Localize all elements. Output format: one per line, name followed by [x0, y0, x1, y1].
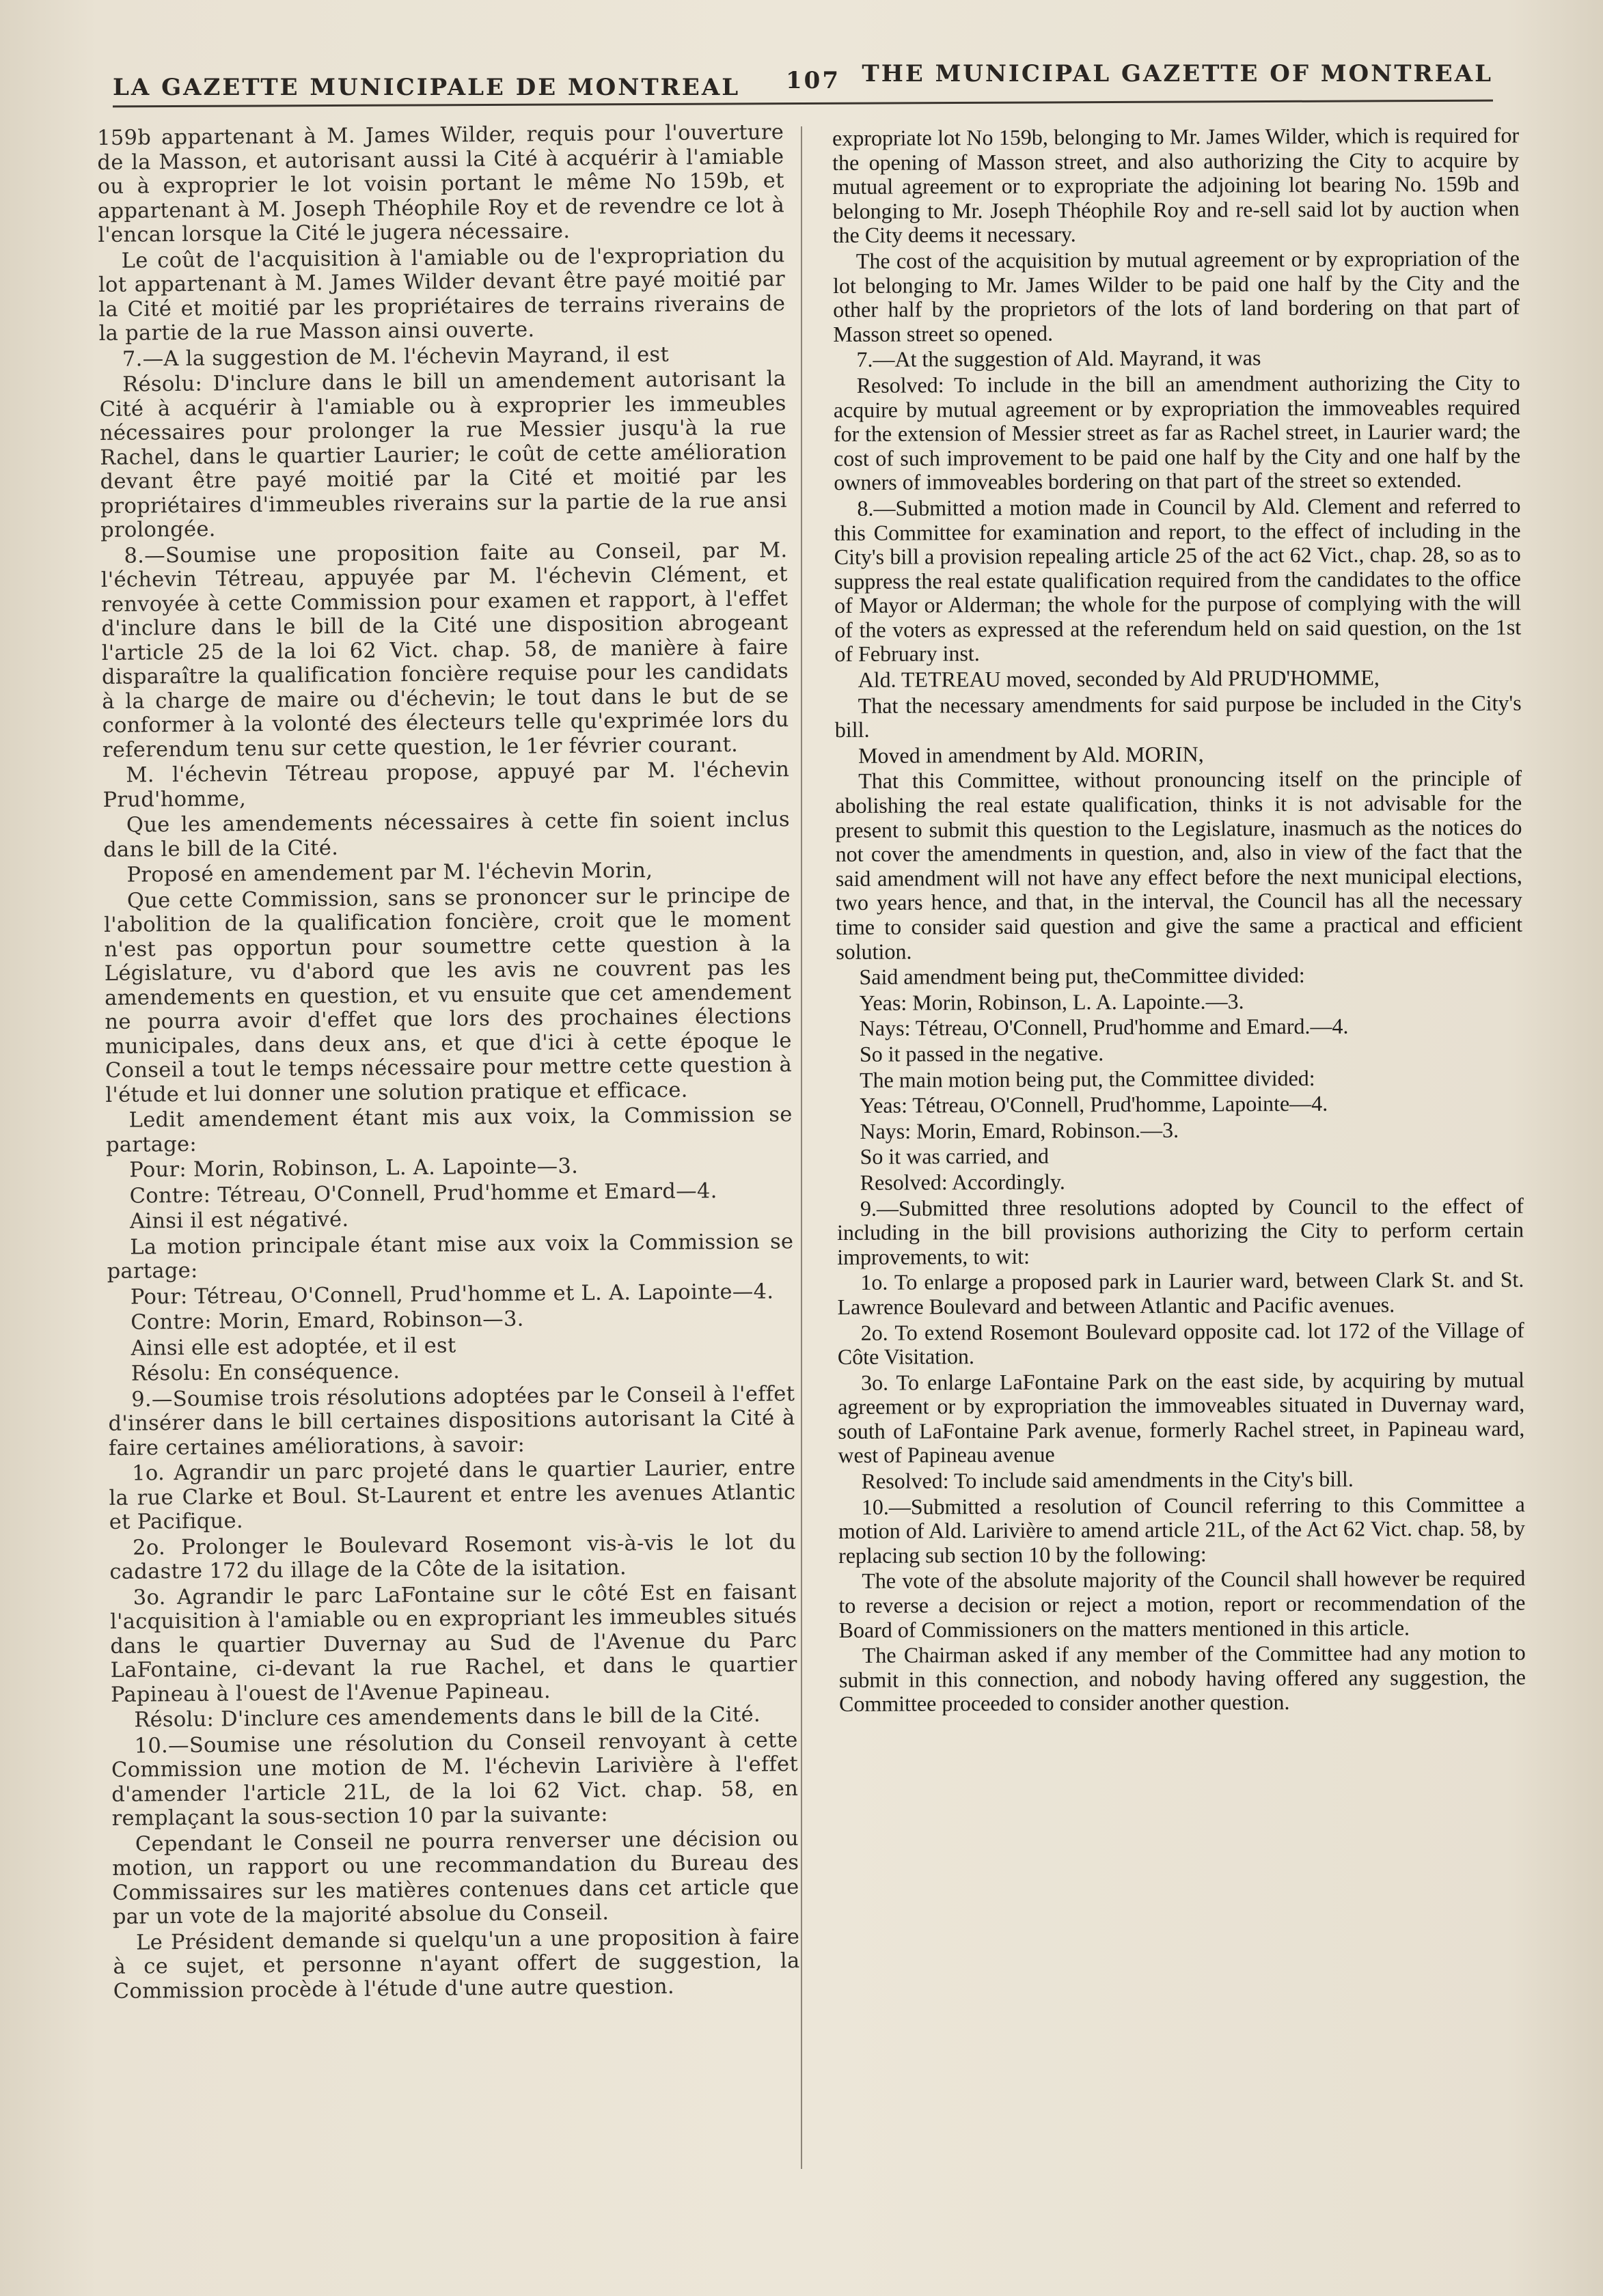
- paragraph: So it passed in the negative.: [859, 1040, 1104, 1066]
- paragraph: Pour: Morin, Robinson, L. A. Lapointe—3.: [129, 1154, 579, 1182]
- paragraph: Yeas: Morin, Robinson, L. A. Lapointe.—3.: [859, 988, 1244, 1015]
- paragraph: So it was carried, and: [860, 1143, 1050, 1170]
- paragraph: The vote of the absolute majority of the Council shall however be required to reverse a decision or reject a motion, report or recommendation of the Board of Commissioners on the matters mentioned in this article.: [838, 1566, 1526, 1642]
- paragraph: Ald. TETREAU moved, seconded by Ald PRUD'HOMME,: [858, 665, 1380, 692]
- paragraph: Nays: Morin, Emard, Robinson.—3.: [860, 1117, 1179, 1144]
- paragraph: Ainsi il est négativé.: [129, 1207, 349, 1234]
- column-divider: [801, 126, 802, 2169]
- paragraph: Que cette Commission, sans se prononcer sur le principe de l'abolition de la qualification foncière, croit que le moment n'est pas opportun pour soumettre cette question à la Législature, vu d'abord que les avis ne couvrent pas les amendements en question, et vu ensuite que cet amendement ne pourra avoir d'effet que lors des prochaines élections municipales, dans deux ans, et que d'ici à cette époque le Conseil a tout le temps nécessaire pour mettre cette question à l'étude et lui donner une solution pratique et efficace.: [104, 883, 793, 1107]
- english-column: [832, 124, 1526, 1718]
- paragraph: Resolved: Accordingly.: [860, 1169, 1065, 1195]
- paragraph: 10.—Submitted a resolution of Council referring to this Committee a motion of Ald. Larivière to amend article 21L, of the Act 62 Vict. chap. 58, by replacing sub section 10 by the following:: [838, 1491, 1526, 1568]
- paragraph: Résolu: En conséquence.: [131, 1359, 400, 1386]
- paragraph: Que les amendements nécessaires à cette fin soient inclus dans le bill de la Cité.: [103, 807, 791, 862]
- paragraph: Nays: Tétreau, O'Connell, Prud'homme and Emard.—4.: [859, 1014, 1349, 1041]
- page-number: 107: [786, 67, 840, 94]
- page-header: [113, 53, 1493, 101]
- paragraph: Yeas: Tétreau, O'Connell, Prud'homme, Lapointe—4.: [860, 1091, 1328, 1118]
- paragraph: 159b appartenant à M. James Wilder, requis pour l'ouverture de la Masson, et autorisant aussi la Cité à acquérir à l'amiable ou à exproprier le lot voisin portant le même No 159b, et appartenant à M. Joseph Théophile Roy et de revendre ce lot à l'encan lorsque la Cité le jugera nécessaire.: [97, 120, 785, 247]
- paragraph: Résolu: D'inclure dans le bill un amendement autorisant la Cité à acquérir à l'amiable ou à exproprier les immeubles nécessaires pour prolonger la rue Messier jusqu'à la rue Rachel, dans le quartier Laurier; le coût de cette amélioration devant être payé moitié par la Cité et moitié par les propriétaires d'immeubles riverains sur la partie de la rue ansi prolongée.: [99, 367, 787, 542]
- paragraph: 9.—Soumise trois résolutions adoptées par le Conseil à l'effet d'insérer dans le bill certaines dispositions autorisant la Cité à faire certaines améliorations, à savoir:: [108, 1381, 795, 1461]
- paragraph: Moved in amendment by Ald. MORIN,: [858, 741, 1204, 768]
- paragraph: Contre: Morin, Emard, Robinson—3.: [131, 1307, 524, 1335]
- french-column: [97, 120, 800, 2005]
- paragraph: Pour: Tétreau, O'Connell, Prud'homme et L. A. Lapointe—4.: [130, 1279, 774, 1310]
- paragraph: expropriate lot No 159b, belonging to Mr. James Wilder, which is required for the opening of Masson street, and also authorizing the City to acquire by mutual agreement or to expropriate the adjoining lot bearing No. 159b and belonging to Mr. Joseph Théophile Roy and re-sell said lot by auction when the City deems it necessary.: [832, 122, 1520, 248]
- paragraph: 3o. Agrandir le parc LaFontaine sur le côté Est en faisant l'acquisition à l'amiable ou en expropriant les immeubles situés dans le quartier Duvernay au Sud de l'Avenue du Parc LaFontaine, ci-devant la rue Rachel, et dans le quartier Papineau à l'ouest de l'Avenue Papineau.: [109, 1579, 797, 1707]
- paragraph: 3o. To enlarge LaFontaine Park on the east side, by acquiring by mutual agreement or by expropriation the immoveables situated in Duvernay ward, south of LaFontaine Park avenue, formerly Rachel street, in Papineau ward, west of Papineau avenue: [838, 1367, 1525, 1468]
- paragraph: Cependant le Conseil ne pourra renverser une décision ou motion, un rapport ou une recommandation du Bureau des Commissaires sur les matières contenues dans cet article que par un vote de la majorité absolue du Conseil.: [112, 1826, 799, 1929]
- paragraph: Ainsi elle est adoptée, et il est: [131, 1333, 456, 1361]
- paragraph: 7.—At the suggestion of Ald. Mayrand, it was: [856, 345, 1261, 372]
- paragraph: Le Président demande si quelqu'un a une proposition à faire à ce sujet, et personne n'ayant offert de suggestion, la Commission procède à l'étude d'une autre question.: [113, 1924, 800, 2004]
- paragraph: La motion principale étant mise aux voix la Commission se partage:: [107, 1229, 794, 1284]
- paragraph: 7.—A la suggestion de M. l'échevin Mayrand, il est: [122, 342, 670, 372]
- paragraph: 9.—Submitted three resolutions adopted by Council to the effect of including in the bill provisions authorizing the City to perform certain improvements, to wit:: [836, 1193, 1524, 1269]
- paragraph: 2o. To extend Rosemont Boulevard opposite cad. lot 172 of the Village of Côte Visitation.: [837, 1317, 1524, 1370]
- paragraph: 2o. Prolonger le Boulevard Rosemont vis-à-vis le lot du cadastre 172 du illage de la Côte de la isitation.: [109, 1530, 797, 1584]
- paragraph: Ledit amendement étant mis aux voix, la Commission se partage:: [105, 1103, 793, 1157]
- paragraph: 1o. To enlarge a proposed park in Laurier ward, between Clark St. and St. Lawrence Boulevard and between Atlantic and Pacific avenues.: [837, 1267, 1524, 1319]
- paragraph: Said amendment being put, theCommittee divided:: [859, 963, 1305, 990]
- paragraph: Résolu: D'inclure ces amendements dans le bill de la Cité.: [134, 1702, 761, 1732]
- paragraph: The Chairman asked if any member of the Committee had any motion to submit in this connection, and nobody having offered any suggestion, the Committee proceeded to consider another question.: [838, 1640, 1526, 1717]
- paragraph: 1o. Agrandir un parc projeté dans le quartier Laurier, entre la rue Clarke et Boul. St-Laurent et entre les avenues Atlantic et Pacifique.: [109, 1456, 796, 1534]
- paragraph: Proposé en amendement par M. l'échevin Morin,: [126, 858, 653, 887]
- paragraph: Le coût de l'acquisition à l'amiable ou de l'expropriation du lot appartenant à M. James Wilder devant être payé moitié par la Cité et moitié par les propriétaires de terrains riverains de la partie de la rue Masson ainsi ouverte.: [98, 243, 786, 346]
- header-french-title: LA GAZETTE MUNICIPALE DE MONTREAL: [113, 74, 741, 101]
- paragraph: Contre: Tétreau, O'Connell, Prud'homme et Emard—4.: [129, 1178, 717, 1208]
- paragraph: 8.—Soumise une proposition faite au Conseil, par M. l'échevin Tétreau, appuyée par M. l'échevin Clément, et renvoyée à cette Commission pour examen et rapport, à l'effet d'inclure dans le bill de la Cité une disposition abrogeant l'article 25 de la loi 62 Vict. chap. 58, de manière à faire disparaître la qualification foncière requise pour les candidats à la charge de maire ou d'échevin; le tout dans le but de se conformer à la volonté des électeurs telle qu'exprimée lors du referendum tenu sur cette question, le 1er février courant.: [100, 538, 789, 762]
- header-english-title: THE MUNICIPAL GAZETTE OF MONTREAL: [862, 60, 1493, 87]
- paragraph: 8.—Submitted a motion made in Council by Ald. Clement and referred to this Committee for examination and report, to the effect of including in the City's bill a provision repealing article 25 of the act 62 Vict., chap. 28, so as to suppress the real estate qualification required from the candidates to the office of Mayor or Alderman; the whole for the purpose of complying with the will of the voters as expressed at the referendum held on said question, on the 1st of February inst.: [834, 493, 1522, 667]
- paragraph: M. l'échevin Tétreau propose, appuyé par M. l'échevin Prud'homme,: [102, 758, 790, 812]
- paragraph: That the necessary amendments for said purpose be included in the City's bill.: [834, 690, 1522, 743]
- paragraph: The cost of the acquisition by mutual agreement or by expropriation of the lot belonging to Mr. James Wilder to be paid one half by the City and the other half by the proprietors of the lots of land bordering on that part of Masson street so opened.: [832, 245, 1520, 346]
- paragraph: Resolved: To include in the bill an amendment authorizing the City to acquire by mutual agreement or by expropriation the immoveables required for the extension of Messier street as far as Rachel street, in Laurier ward; the cost of such improvement to be paid one half by the City and one half by the owners of immoveables bordering on that part of the street so extended.: [833, 370, 1521, 495]
- paragraph: The main motion being put, the Committee divided:: [860, 1065, 1315, 1092]
- paragraph: 10.—Soumise une résolution du Conseil renvoyant à cette Commission une motion de M. l'échevin Larivière à l'effet d'amender l'article 21L, de la loi 62 Vict. chap. 58, en remplaçant la sous-section 10 par la suivante:: [111, 1728, 799, 1831]
- paragraph: Resolved: To include said amendments in the City's bill.: [861, 1466, 1354, 1493]
- paragraph: That this Committee, without pronouncing itself on the principle of abolishing the real estate qualification, thinks it is not advisable for the present to submit this question to the Legislature, inasmuch as the notices do not cover the amendments in question, and, also in view of the fact that the said amendment will not have any effect before the next municipal elections, two years hence, and that, in the interval, the Council has all the necessary time to consider said question and give the same a practical and efficient solution.: [835, 766, 1523, 964]
